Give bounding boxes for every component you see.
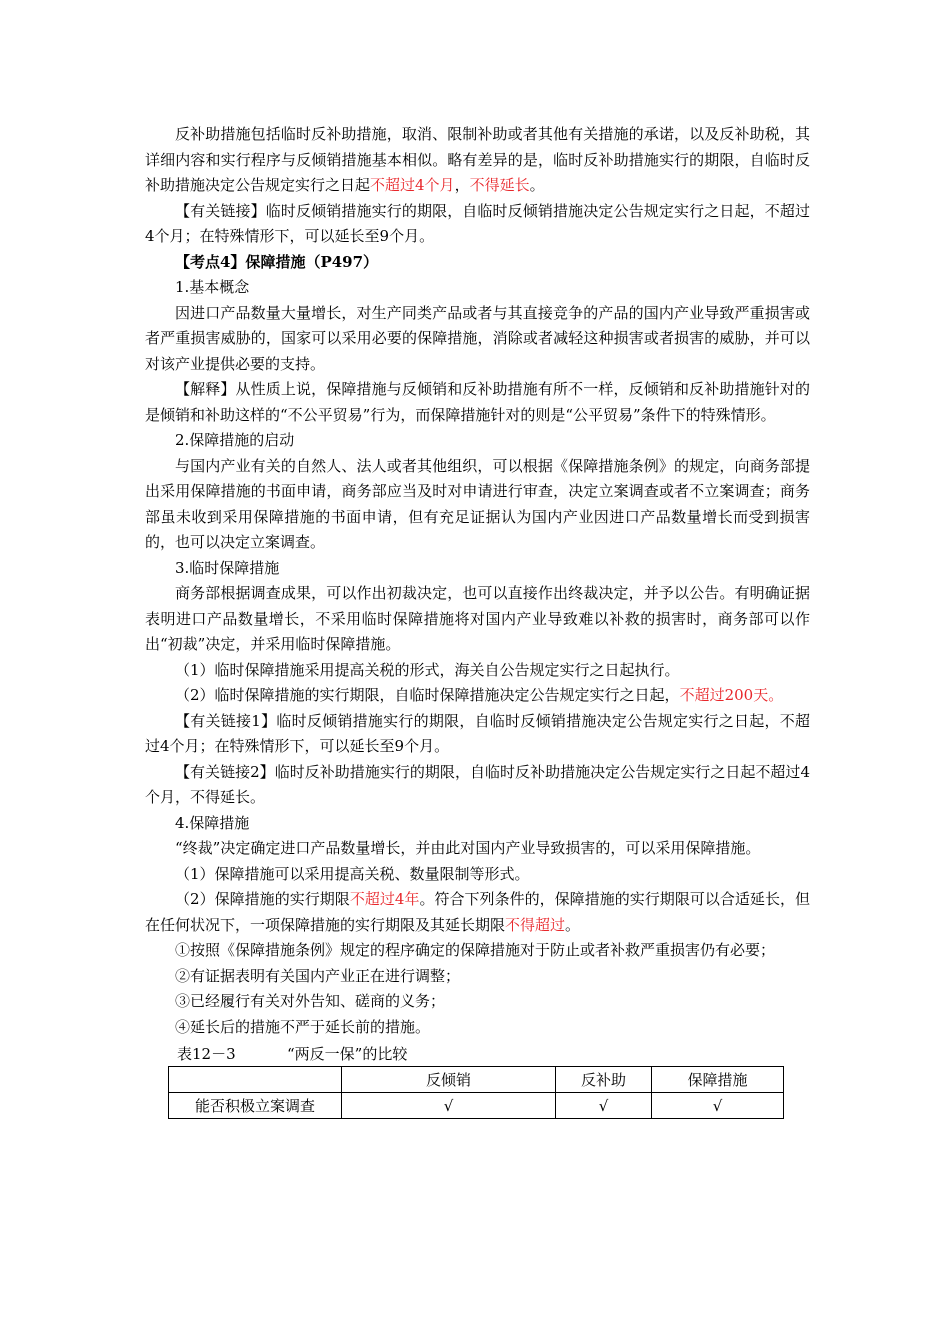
table-cell: √ (556, 1093, 652, 1119)
table-header-cell: 保障措施 (652, 1067, 784, 1093)
paragraph-p11 (145, 658, 810, 684)
paragraph-p7 (145, 428, 810, 454)
text-run: ③已经履行有关对外告知、磋商的义务； (175, 992, 446, 1010)
text-run: 3.临时保障措施 (175, 558, 280, 577)
text-run: 【有关链接2】临时反补助措施实行的期限，自临时反补助措施决定公告规定实行之日起不超过4个月，不得延长。 (145, 762, 810, 806)
highlight-text: 不超过4年 (349, 890, 420, 908)
comparison-table (168, 1066, 784, 1119)
paragraph-p4 (145, 275, 810, 301)
paragraph-p19 (145, 938, 810, 964)
paragraph-p6 (145, 377, 810, 428)
text-run: ， (454, 176, 470, 194)
table-header-cell: 反倾销 (342, 1067, 556, 1093)
paragraph-p14 (145, 760, 810, 811)
paragraph-p15 (145, 811, 810, 837)
paragraph-p18 (145, 887, 810, 938)
paragraph-p9 (145, 556, 810, 582)
text-run: （1）临时保障措施采用提高关税的形式，海关自公告规定实行之日起执行。 (175, 660, 680, 679)
paragraph-p12 (145, 683, 810, 709)
text-run: （2）临时保障措施的实行期限，自临时保障措施决定公告规定实行之日起， (175, 686, 680, 704)
highlight-text: 。 (768, 686, 784, 704)
highlight-text: 不得延长 (469, 176, 530, 194)
text-run: 。 (565, 915, 581, 934)
text-run: ①按照《保障措施条例》规定的程序确定的保障措施对于防止或者补救严重损害仍有必要； (175, 941, 776, 959)
paragraph-p1 (145, 122, 810, 199)
text-run: （1）保障措施可以采用提高关税、数量限制等形式。 (175, 864, 530, 883)
text-run: 【考点4】保障措施（P497） (175, 252, 379, 271)
table-header-cell: 反补助 (556, 1067, 652, 1093)
paragraph-p20 (145, 964, 810, 990)
table-label: 表12－3 (177, 1045, 236, 1063)
paragraph-p13 (145, 709, 810, 760)
paragraph-p10 (145, 581, 810, 658)
text-run: 因进口产品数量大量增长，对生产同类产品或者与其直接竞争的产品的国内产业导致严重损害或者严重损害威胁的，国家可以采用必要的保障措施，消除或者减轻这种损害或者损害的威胁，并可以对该产业提供必要的支持。 (145, 303, 810, 373)
text-run: ②有证据表明有关国内产业正在进行调整； (175, 966, 461, 985)
paragraph-p17 (145, 862, 810, 888)
text-run: 【有关链接1】临时反倾销措施实行的期限，自临时反倾销措施决定公告规定实行之日起，不超过4个月；在特殊情形下，可以延长至9个月。 (145, 711, 810, 755)
table-cell: √ (342, 1093, 556, 1119)
paragraph-p2 (145, 199, 810, 250)
highlight-text: 不得超过 (505, 915, 566, 934)
text-run: 4.保障措施 (175, 813, 250, 832)
document-body (145, 122, 810, 1064)
table-cell: √ (652, 1093, 784, 1119)
text-run: 反补助措施包括临时反补助措施，取消、限制补助或者其他有关措施的承诺，以及反补助税，其详细内容和实行程序与反倾销措施基本相似。略有差异的是，临时反补助措施实行的期限，自临时反补助措施决定公告规定实行之日起 (145, 125, 810, 194)
table-row (169, 1093, 784, 1119)
text-run: 【有关链接】临时反倾销措施实行的期限，自临时反倾销措施决定公告规定实行之日起，不超过4个月；在特殊情形下，可以延长至9个月。 (145, 201, 810, 245)
text-run: 。 (529, 176, 545, 194)
table-header-cell (169, 1067, 342, 1093)
highlight-text: 不超过200天 (679, 686, 769, 704)
table-cell: 能否积极立案调查 (169, 1093, 342, 1119)
text-run: 1.基本概念 (175, 278, 250, 296)
table-caption (177, 1042, 810, 1064)
text-run: 与国内产业有关的自然人、法人或者其他组织，可以根据《保障措施条例》的规定，向商务部提出采用保障措施的书面申请，商务部应当及时对申请进行审查，决定立案调查或者不立案调查；商务部虽未收到采用保障措施的书面申请，但有充足证据认为国内产业因进口产品数量增长而受到损害的，也可以决定立案调查。 (145, 456, 810, 551)
text-run: 2.保障措施的启动 (175, 431, 295, 449)
text-run: 商务部根据调查成果，可以作出初裁决定，也可以直接作出终裁决定，并予以公告。有明确证据表明进口产品数量增长，不采用临时保障措施将对国内产业导致难以补救的损害时，商务部可以作出“初裁”决定，并采用临时保障措施。 (145, 584, 810, 653)
paragraph-p21 (145, 989, 810, 1015)
paragraph-p5 (145, 301, 810, 378)
text-run: “终裁”决定确定进口产品数量增长，并由此对国内产业导致损害的，可以采用保障措施。 (175, 839, 761, 857)
paragraph-p3 (145, 250, 810, 276)
table-header-row (169, 1067, 784, 1093)
highlight-text: 不超过4个月 (370, 176, 455, 194)
text-run: 。符合下列条件的，保障措施的实行期限可以合适延长，但在任何状况下，一项保障措施的实行期限及其延长期限 (145, 890, 811, 934)
text-run: ④延长后的措施不严于延长前的措施。 (175, 1017, 431, 1036)
text-run: 【解释】从性质上说，保障措施与反倾销和反补助措施有所不一样，反倾销和反补助措施针对的是倾销和补助这样的“不公平贸易”行为，而保障措施针对的则是“公平贸易”条件下的特殊情形。 (145, 380, 810, 424)
table-title: “两反一保”的比较 (287, 1045, 408, 1063)
paragraph-p16 (145, 836, 810, 862)
paragraph-p8 (145, 454, 810, 556)
text-run: （2）保障措施的实行期限 (175, 890, 350, 908)
paragraph-p22 (145, 1015, 810, 1041)
